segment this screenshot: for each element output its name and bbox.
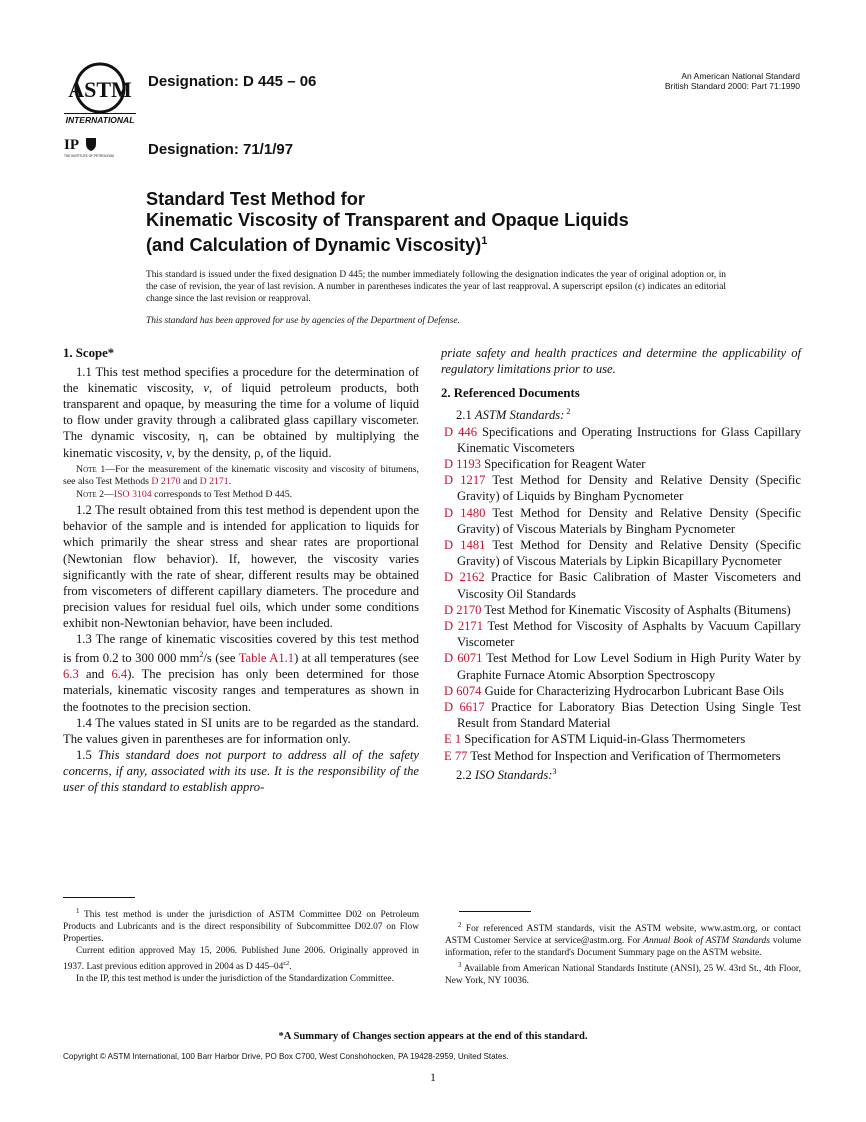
p1-3-sup: 2 <box>199 650 204 660</box>
title-footnote-mark: 1 <box>481 235 488 247</box>
national-standard-label <box>665 71 800 91</box>
american-national-standard: An American National Standard <box>681 71 800 81</box>
astm-logo-text: ASTM <box>68 77 132 102</box>
iso-subhead-sup: 3 <box>552 766 557 776</box>
footnote-2-text-b: volume information, refer to the standard's Document Summary page on the ASTM website. <box>445 936 801 958</box>
astm-logo <box>62 62 138 124</box>
footnote-1 <box>63 906 419 946</box>
astm-standards-subhead <box>441 404 801 423</box>
reference-item <box>444 569 801 601</box>
astm-subhead-num: 2.1 <box>456 408 475 423</box>
section-refdocs-heading: 2. Referenced Documents <box>441 386 580 401</box>
link-section-6-3[interactable]: 6.3 <box>63 667 79 682</box>
page-number: 1 <box>430 1072 436 1084</box>
section-scope-heading: 1. Scope* <box>63 346 115 360</box>
reference-item <box>444 731 801 747</box>
iso-subhead-label: ISO Standards: <box>474 768 553 783</box>
p1-3-text-a: 1.3 The range of kinematic viscosities covered by this test method is from 0.2 to 300 000 mm <box>63 632 419 666</box>
link-d2171[interactable]: D 2171 <box>199 475 229 487</box>
footnotes-right <box>445 920 801 988</box>
reference-code-link[interactable]: E 77 <box>444 748 468 763</box>
astm-subhead-label: ASTM Standards: <box>474 408 565 423</box>
ip-logo <box>64 135 114 165</box>
reference-item <box>444 505 801 537</box>
link-table-a1-1[interactable]: Table A1.1 <box>238 651 295 666</box>
reference-title: Test Method for Density and Relative Density (Specific Gravity) of Viscous Materials by Lipkin Bicapillary Pycnometer <box>457 537 801 569</box>
note-2 <box>63 489 419 501</box>
title-line-1: Standard Test Method for <box>146 189 365 209</box>
document-title <box>146 189 786 256</box>
reference-title: Practice for Basic Calibration of Master Viscometers and Viscosity Oil Standards <box>457 570 801 601</box>
paragraph-1-3 <box>63 631 419 715</box>
link-d2170[interactable]: D 2170 <box>151 475 181 487</box>
title-line-2: Kinematic Viscosity of Transparent and Opaque Liquids <box>146 210 629 230</box>
footnote-2-text-a: For referenced ASTM standards, visit the ASTM website, www.astm.org, or contact ASTM Customer Service at service@astm.org. For <box>445 924 801 947</box>
reference-item <box>444 748 801 764</box>
p1-1-text-c: , by the density, ρ, of the liquid. <box>171 445 332 460</box>
p1-5-text: This standard does not purport to address all of the safety concerns, if any, associated with its use. It is the responsibility of the user of this standard to establish appro- <box>63 747 419 795</box>
reference-code-link[interactable]: D 2170 <box>444 602 482 617</box>
p1-3-text-e: ). The precision has only been determined for those materials, kinematic viscosity ranges and temperatures as shown in the footnotes to the precision section. <box>63 667 419 714</box>
nu-symbol-2: ν <box>166 445 172 460</box>
note-2-text-a: 2— <box>96 489 114 501</box>
footnote-rule-left <box>63 897 135 898</box>
link-iso3104[interactable]: ISO 3104 <box>113 489 152 501</box>
iso-standards-subhead <box>441 764 801 783</box>
copyright-line: Copyright © ASTM International, 100 Barr Harbor Drive, PO Box C700, West Conshohocken, PA 19428-2959, United States. <box>63 1052 509 1061</box>
right-column <box>441 345 801 783</box>
left-column <box>63 345 419 795</box>
link-section-6-4[interactable]: 6.4 <box>111 667 128 682</box>
designation-astm: Designation: D 445 – 06 <box>148 73 317 90</box>
title-line-3 <box>146 231 786 256</box>
p1-3-text-d: and <box>78 667 112 682</box>
reference-item <box>444 602 801 618</box>
footnote-1-text: This test method is under the jurisdiction of ASTM Committee D02 on Petroleum Products and Lubricants and is the direct responsibility of Subcommittee D02.07 on Flow Properties. <box>63 910 419 944</box>
footnote-2-annual-book: Annual Book of ASTM Standards <box>643 936 770 947</box>
reference-title: Test Method for Kinematic Viscosity of Asphalts (Bitumens) <box>481 602 791 617</box>
footnote-rule-right <box>459 911 531 912</box>
british-standard: British Standard 2000: Part 71:1990 <box>664 81 800 91</box>
reference-code-link[interactable]: D 6071 <box>444 651 483 666</box>
reference-code-link[interactable]: E 1 <box>444 732 462 747</box>
footnote-1-epsilon: ε2 <box>283 959 290 967</box>
reference-item <box>444 472 801 504</box>
reference-item <box>444 699 801 731</box>
reference-title: Test Method for Low Level Sodium in High Purity Water by Graphite Furnace Atomic Absorption Spectroscopy <box>457 651 801 682</box>
paragraph-1-2: 1.2 The result obtained from this test method is dependent upon the behavior of the sample and is intended for application to liquids for which primarily the shear stress and shear rates are proportional (Newtonian flow behavior). If, however, the viscosity varies significantly with the rate of shear, different results may be obtained from viscometers of different capillary diameters. The procedure and precision values for residual fuel oils, which under some conditions exhibit non-Newtonian behavior, have been included. <box>63 503 419 630</box>
ip-logo-subtext: THE INSTITUTE OF PETROLEUM <box>64 154 114 158</box>
note-1-label: Note <box>76 463 97 475</box>
reference-item <box>444 537 801 569</box>
footnote-1-edition <box>63 946 419 974</box>
footnote-1-edition-end: . <box>289 961 292 972</box>
nu-symbol: ν <box>203 381 209 396</box>
astm-logo-subtext: INTERNATIONAL <box>65 115 135 125</box>
reference-title: Test Method for Inspection and Verification of Thermometers <box>467 748 781 763</box>
p1-3-text-c: ) at all temperatures (see <box>294 651 419 666</box>
note-1 <box>63 464 419 488</box>
reference-title: Specifications and Operating Instructions for Glass Capillary Kinematic Viscometers <box>457 424 802 455</box>
referenced-documents-list <box>441 424 801 764</box>
reference-code-link[interactable]: D 1481 <box>444 537 486 552</box>
footnote-2-num: 2 <box>458 921 462 929</box>
p1-1-text-a: 1.1 This test method specifies a procedure for the determination of the kinematic viscosity, <box>63 365 419 396</box>
note-2-text-b: corresponds to Test Method D 445. <box>151 489 293 501</box>
note-1-end: . <box>228 475 232 487</box>
reference-item <box>444 683 801 699</box>
summary-of-changes-notice: *A Summary of Changes section appears at the end of this standard. <box>278 1031 588 1042</box>
reference-title: Specification for ASTM Liquid-in-Glass Thermometers <box>461 732 746 747</box>
paragraph-1-5-continued: priate safety and health practices and determine the applicability of regulatory limitations prior to use. <box>441 346 801 377</box>
reference-title: Test Method for Viscosity of Asphalts by Vacuum Capillary Viscometer <box>457 619 801 650</box>
dod-approval-notice: This standard has been approved for use by agencies of the Department of Defense. <box>146 316 460 326</box>
iso-subhead-num: 2.2 <box>456 768 475 783</box>
reference-title: Test Method for Density and Relative Density (Specific Gravity) of Liquids by Bingham Pycnometer <box>457 473 801 504</box>
footnote-1-edition-text: Current edition approved May 15, 2006. Published June 2006. Originally approved in 1937. Last previous edition approved in 2004 as D 445–04 <box>63 945 419 972</box>
footnote-2 <box>445 920 801 960</box>
note-1-text: 1—For the measurement of the kinematic viscosity and viscosity of bitumens, see also Test Methods <box>63 463 419 487</box>
note-1-and: and <box>180 475 200 487</box>
reference-title: Specification for Reagent Water <box>480 456 646 471</box>
reference-code-link[interactable]: D 446 <box>444 424 478 439</box>
reference-code-link[interactable]: D 6617 <box>444 700 485 715</box>
paragraph-1-4: 1.4 The values stated in SI units are to be regarded as the standard. The values given in parentheses are for information only. <box>63 715 419 746</box>
reference-code-link[interactable]: D 1217 <box>444 473 486 488</box>
reference-item <box>444 650 801 682</box>
designation-ip: Designation: 71/1/97 <box>148 141 294 158</box>
p1-5-number: 1.5 <box>76 747 98 762</box>
title-line-3-text: (and Calculation of Dynamic Viscosity) <box>146 235 482 256</box>
reference-code-link[interactable]: D 2162 <box>444 570 485 585</box>
footnote-1-num: 1 <box>76 907 80 915</box>
reference-title: Guide for Characterizing Hydrocarbon Lubricant Base Oils <box>481 683 784 698</box>
ip-logo-text: IP <box>64 137 79 153</box>
footnote-3-num: 3 <box>458 960 462 969</box>
footnote-3-text: Available from American National Standards Institute (ANSI), 25 W. 43rd St., 4th Floor, New York, NY 10036. <box>445 963 801 986</box>
reference-item <box>444 618 801 650</box>
reference-title: Practice for Laboratory Bias Detection Using Single Test Result from Standard Material <box>457 700 801 731</box>
note-2-label: Note <box>76 489 97 501</box>
astm-subhead-sup: 2 <box>564 407 571 417</box>
footnotes-left <box>63 906 419 986</box>
footnote-3 <box>445 960 801 988</box>
p1-1-text-b: , of liquid petroleum products, both transparent and opaque, by measuring the time for a volume of liquid to flow under gravity through a calibrated glass capillary viscometer. The dynamic viscosity, η, can be obtained by multiplying the kinematic viscosity, <box>63 381 419 460</box>
reference-code-link[interactable]: D 1480 <box>444 505 486 520</box>
paragraph-1-1 <box>63 364 419 461</box>
issuance-notice: This standard is issued under the fixed designation D 445; the number immediately following the designation indicates the year of original adoption or, in the case of revision, the year of last revision. A number in parentheses indicates the year of last reapproval. A superscript epsilon (ϵ) indicates an editorial change since the last revision or reapproval. <box>146 270 726 305</box>
reference-code-link[interactable]: D 1193 <box>444 456 481 471</box>
reference-title: Test Method for Density and Relative Density (Specific Gravity) of Viscous Materials by Bingham Pycnometer <box>457 505 801 536</box>
paragraph-1-5 <box>63 747 419 795</box>
reference-code-link[interactable]: D 6074 <box>444 683 482 698</box>
footnote-1-ip: In the IP, this test method is under the jurisdiction of the Standardization Committee. <box>76 973 394 984</box>
p1-3-text-b: /s (see <box>203 651 239 666</box>
reference-item <box>444 424 801 456</box>
reference-item <box>444 456 801 472</box>
reference-code-link[interactable]: D 2171 <box>444 619 484 633</box>
